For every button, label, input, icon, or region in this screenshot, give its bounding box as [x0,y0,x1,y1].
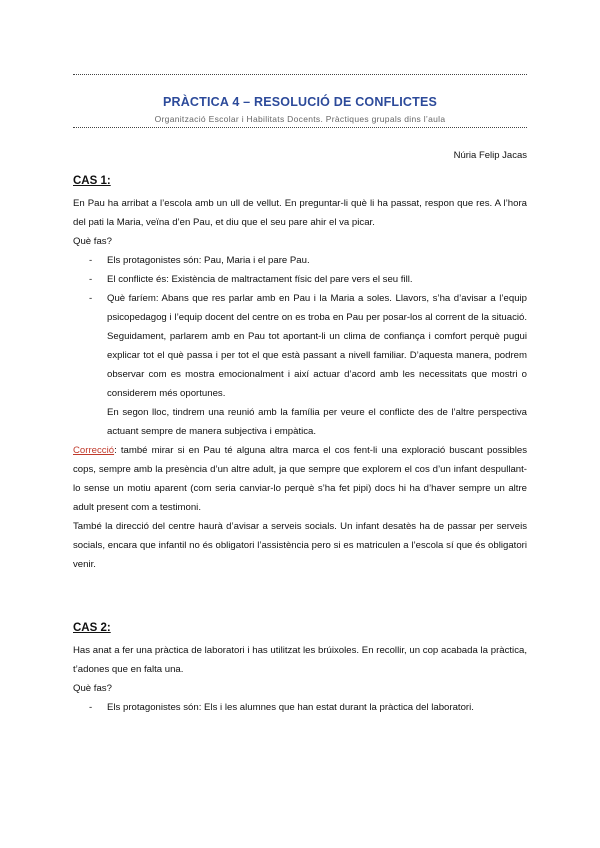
document-subtitle: Organització Escolar i Habilitats Docents. Pràctiques grupals dins l’aula [154,114,446,124]
top-dotted-rule [73,74,527,75]
case1-heading: CAS 1: [73,175,111,187]
list-item: - Què faríem: Abans que res parlar amb en Pau i la Maria a soles. Llavors, s’ha d’avisar a l’equip psicopedagog i l’equip docent del centre on es troba en Pau per posar-los al corrent de la situació. Seguidament, parlarem amb en Pau tot aportant-li un clima de confiança i comfort perquè pugui explicar tot el què passa i per tot el que està passant a nivell familiar. D’aquesta manera, podrem observar com es mostra emocionalment i així actuar d’acord amb les necessitats que mostri o considerem més oportunes. [73,289,527,403]
bottom-dotted-rule [73,127,527,128]
case1-intro: En Pau ha arribat a l’escola amb un ull de vellut. En preguntar-li què li ha passat, respon que res. A l’hora del pati la Maria, veïna d’en Pau, et diu que el seu pare ahir el va picar. [73,198,527,228]
correction-label: Correcció [73,445,115,456]
case1-section [73,172,527,574]
correction-text: : també mirar si en Pau té alguna altra marca el cos fent-li una exploració buscant possibles cops, sempre amb la presència d’un altre adult, ja que sempre que explorem el cos d’un infant despullant-lo sense un motiu aparent (com seria canviar-lo perquè s’ha fet pipi) docs hi ha d’haver sempre un altre adult present com a testimoni. [73,445,527,513]
author-name: Núria Felip Jacas [453,150,527,161]
list-item: - Els protagonistes són: Els i les alumnes que han estat durant la pràctica del laboratori. [73,698,527,717]
case2-question: Què fas? [73,683,112,694]
document-title: PRÀCTICA 4 – RESOLUCIÓ DE CONFLICTES [162,95,438,109]
case2-section [73,619,527,717]
case1-followup: En segon lloc, tindrem una reunió amb la família per veure el conflicte des de l’altre perspectiva actuant sempre de manera subjectiva i empàtica. [107,407,527,437]
case1-list [73,251,527,403]
case2-list [73,698,527,717]
case2-intro: Has anat a fer una pràctica de laboratori i has utilitzat les brúixoles. En recollir, un cop acabada la pràctica, t’adones que en falta una. [73,645,527,675]
case1-question: Què fas? [73,236,112,247]
case1-correction [73,441,527,517]
list-item: - El conflicte és: Existència de maltractament físic del pare vers el seu fill. [73,270,527,289]
case2-heading: CAS 2: [73,622,111,634]
case1-note: També la direcció del centre haurà d’avisar a serveis socials. Un infant desatès ha de passar per serveis socials, encara que infantil no és obligatori l’assistència pero si es matriculen a l’escola sí que és obligatori venir. [73,521,527,570]
list-item: - Els protagonistes són: Pau, Maria i el pare Pau. [73,251,527,270]
